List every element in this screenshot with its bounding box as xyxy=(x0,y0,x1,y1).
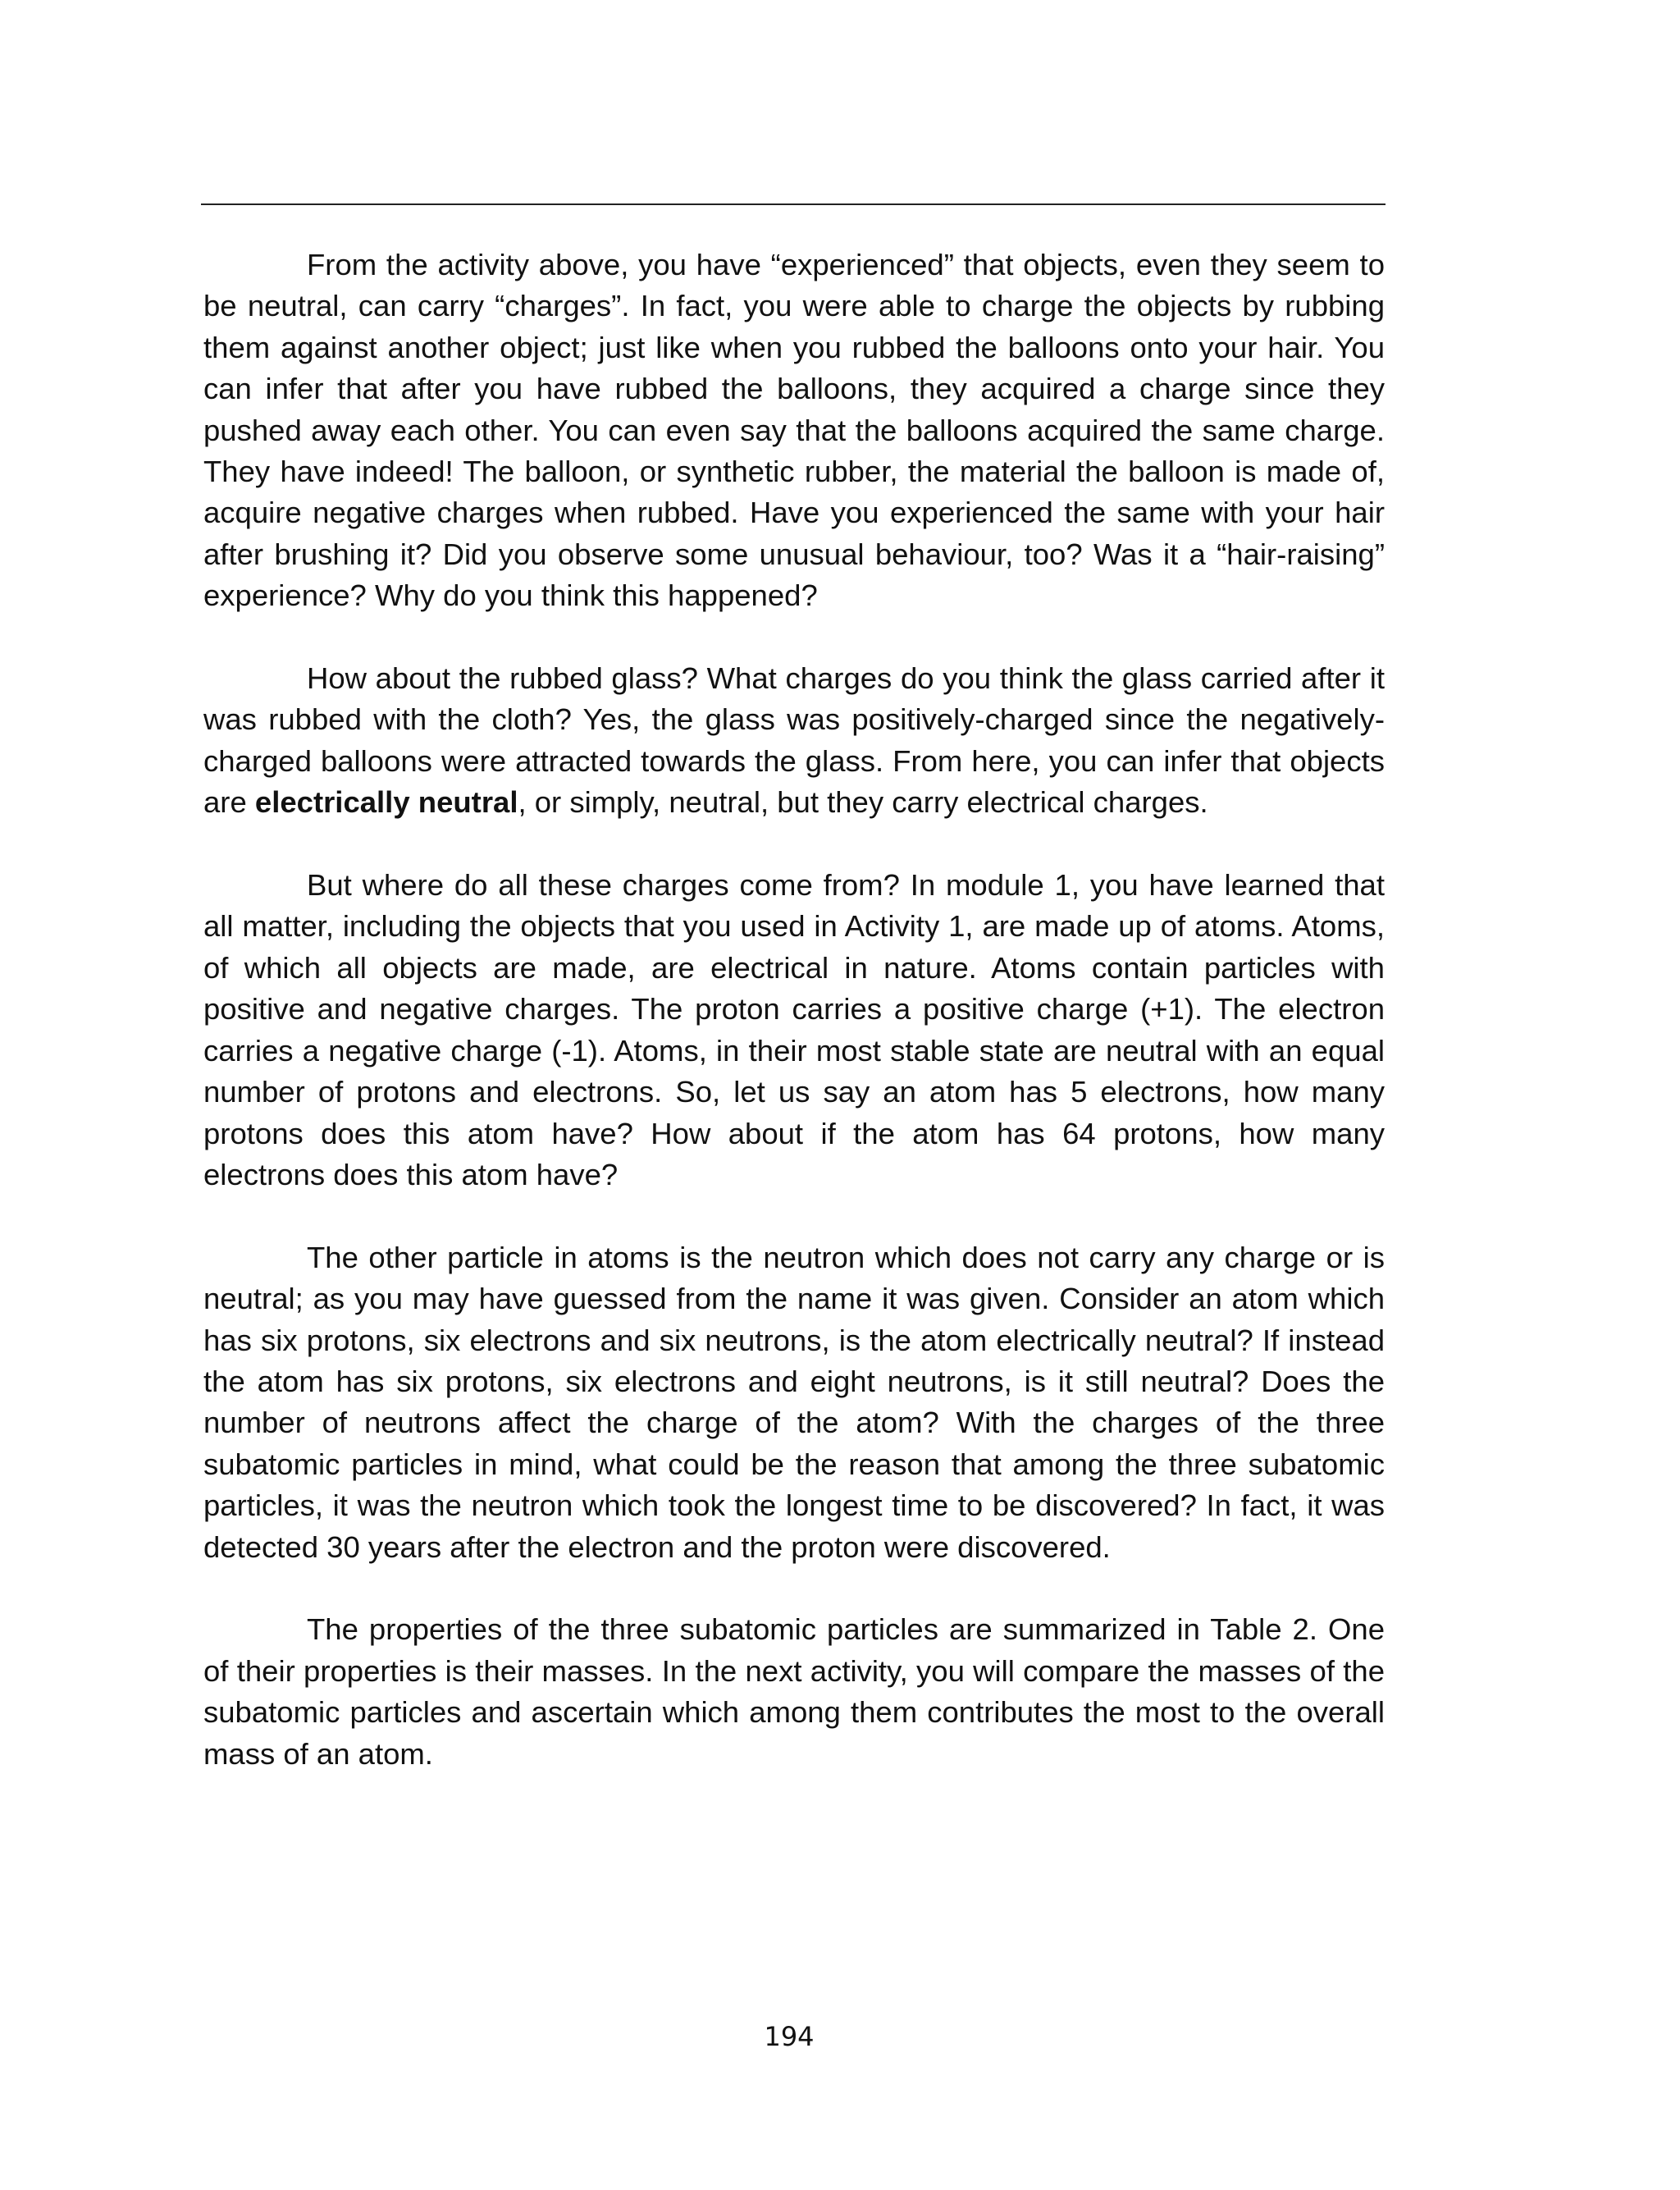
paragraph-neutron: The other particle in atoms is the neutron which does not carry any charge or is neutral; as you may have guessed from the name it was given. Consider an atom which has six protons, six electrons and six neutrons, is the atom electrically neutral? If instead the atom has six protons, six electrons and eight neutrons, is it still neutral? Does the number of neutrons affect the charge of the atom? With the charges of the three subatomic particles in mind, what could be the reason that among the three subatomic particles, it was the neutron which took the longest time to be discovered? In fact, it was detected 30 years after the electron and the proton were discovered. xyxy=(203,1240,1385,1564)
header-rule xyxy=(201,203,1386,205)
body-text xyxy=(203,245,1385,1775)
paragraph-atom-charges: But where do all these charges come from? In module 1, you have learned that all matter, including the objects that you used in Activity 1, are made up of atoms. Atoms, of which all objects are made, are electrical in nature. Atoms contain particles with positive and negative charges. The proton carries a positive charge (+1). The electron carries a negative charge (-1). Atoms, in their most stable state are neutral with an equal number of protons and electrons. So, let us say an atom has 5 electrons, how many protons does this atom have? How about if the atom has 64 protons, how many electrons does this atom have? xyxy=(203,868,1385,1191)
paragraph-rubbed-glass xyxy=(203,658,1385,824)
paragraph-rubbed-glass-intro: How about the rubbed glass? What charges do you think the glass carried after it was rubbed with the cloth? Yes, the glass was positively-charged since the negatively-charged balloons were attracted towards the glass. From here, you can infer that objects are xyxy=(203,661,1385,820)
page-number: 194 xyxy=(764,2021,815,2052)
paragraph-subatomic-properties: The properties of the three subatomic particles are summarized in Table 2. One of their properties is their masses. In the next activity, you will compare the masses of the subatomic particles and ascertain which among them contributes the most to the overall mass of an atom. xyxy=(203,1612,1385,1771)
paragraph-charges-experience: From the activity above, you have “experienced” that objects, even they seem to be neutral, can carry “charges”. In fact, you were able to charge the objects by rubbing them against another object; just like when you rubbed the balloons onto your hair. You can infer that after you have rubbed the balloons, they acquired a charge since they pushed away each other. You can even say that the balloons acquired the same charge. They have indeed! The balloon, or synthetic rubber, the material the balloon is made of, acquire negative charges when rubbed. Have you experienced the same with your hair after brushing it? Did you observe some unusual behaviour, too? Was it a “hair-raising” experience? Why do you think this happened? xyxy=(203,248,1385,613)
term-electrically-neutral: electrically neutral xyxy=(254,785,518,820)
paragraph-rubbed-glass-end: , or simply, neutral, but they carry electrical charges. xyxy=(518,785,1208,820)
